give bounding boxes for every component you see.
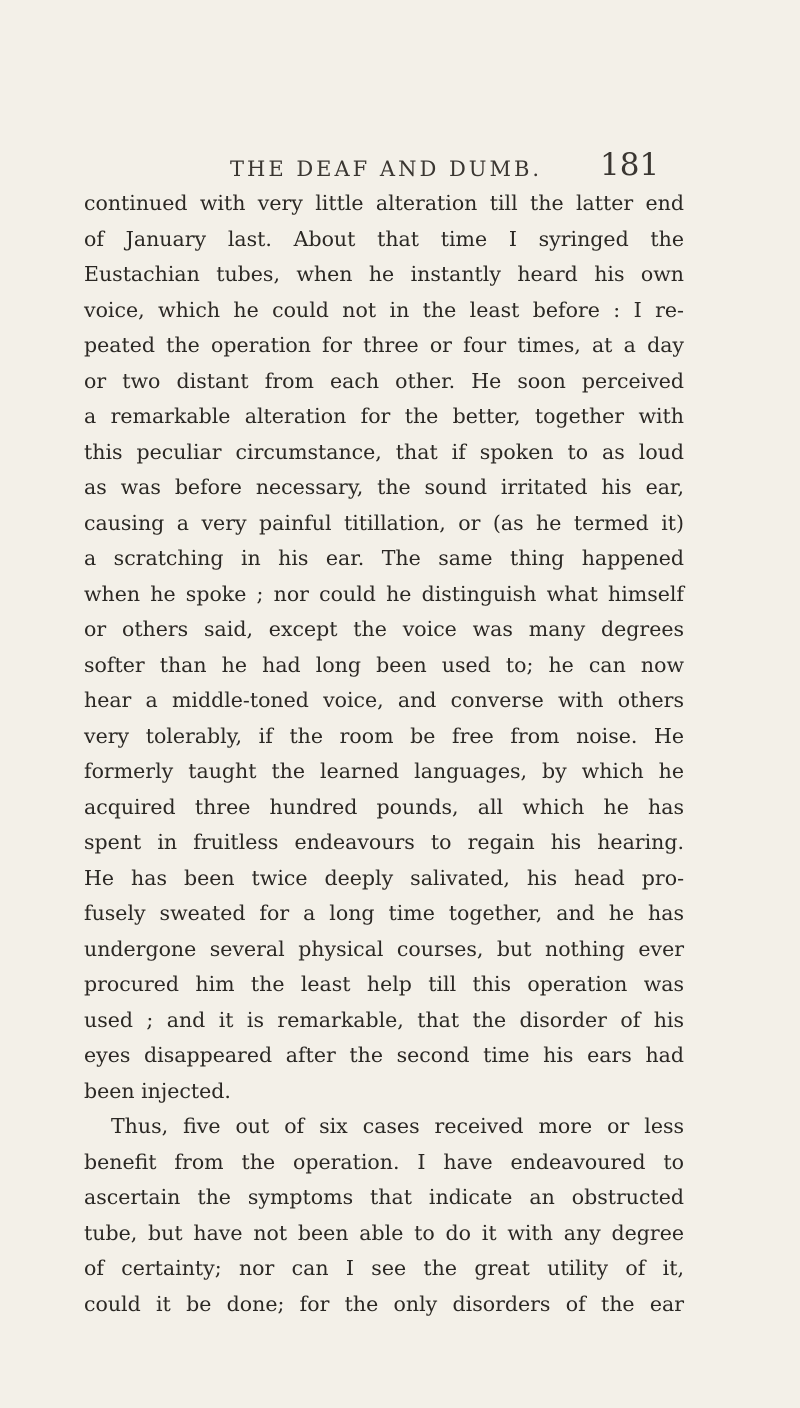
- text-line: Eustachian tubes, when he instantly heard his own: [84, 262, 684, 286]
- text-line: He has been twice deeply salivated, his head pro-: [84, 865, 684, 890]
- text-line: very tolerably, if the room be free from noise. He: [84, 723, 684, 748]
- text-line: of January last. About that time I syringed the: [84, 226, 684, 251]
- text-line: acquired three hundred pounds, all which he has: [84, 794, 684, 819]
- text-line: a scratching in his ear. The same thing happened: [84, 546, 684, 570]
- text-line: used ; and it is remarkable, that the disorder of his: [84, 1007, 684, 1032]
- text-line: spent in fruitless endeavours to regain his hearing.: [84, 830, 684, 854]
- text-line: undergone several physical courses, but nothing ever: [84, 936, 684, 961]
- text-line: tube, but have not been able to do it with any degree: [84, 1220, 684, 1245]
- text-line: benefit from the operation. I have endeavoured to: [84, 1149, 684, 1174]
- text-line: ascertain the symptoms that indicate an obstructed: [84, 1185, 684, 1209]
- text-line: fusely sweated for a long time together, and he has: [84, 901, 684, 925]
- text-line: could it be done; for the only disorders of the ear: [84, 1291, 684, 1316]
- paragraph-end-line: been injected.: [84, 1078, 231, 1103]
- text-line: voice, which he could not in the least before : I re-: [84, 297, 684, 322]
- text-line: or others said, except the voice was many degrees: [84, 617, 684, 641]
- text-line: hear a middle-toned voice, and converse with others: [84, 688, 684, 712]
- text-line: when he spoke ; nor could he distinguish what himself: [84, 581, 684, 606]
- text-line: as was before necessary, the sound irritated his ear,: [84, 475, 684, 499]
- text-line: procured him the least help till this operation was: [84, 972, 684, 996]
- paragraph-start-line: Thus, five out of six cases received more or less: [111, 1114, 684, 1138]
- running-head: THE DEAF AND DUMB.: [230, 157, 543, 181]
- text-line: causing a very painful titillation, or (as he termed it): [84, 510, 684, 535]
- text-line: this peculiar circumstance, that if spoken to as loud: [84, 439, 684, 464]
- text-line: or two distant from each other. He soon perceived: [84, 368, 684, 393]
- text-line: of certainty; nor can I see the great utility of it,: [84, 1256, 684, 1280]
- text-line: formerly taught the learned languages, by which he: [84, 759, 684, 783]
- text-line: continued with very little alteration till the latter end: [84, 191, 684, 215]
- body-text: [84, 186, 684, 1322]
- page-number: 181: [600, 147, 660, 183]
- text-line: a remarkable alteration for the better, together with: [84, 404, 684, 428]
- text-line: softer than he had long been used to; he can now: [84, 652, 684, 677]
- text-line: peated the operation for three or four times, at a day: [84, 333, 684, 357]
- text-line: eyes disappeared after the second time his ears had: [84, 1043, 684, 1067]
